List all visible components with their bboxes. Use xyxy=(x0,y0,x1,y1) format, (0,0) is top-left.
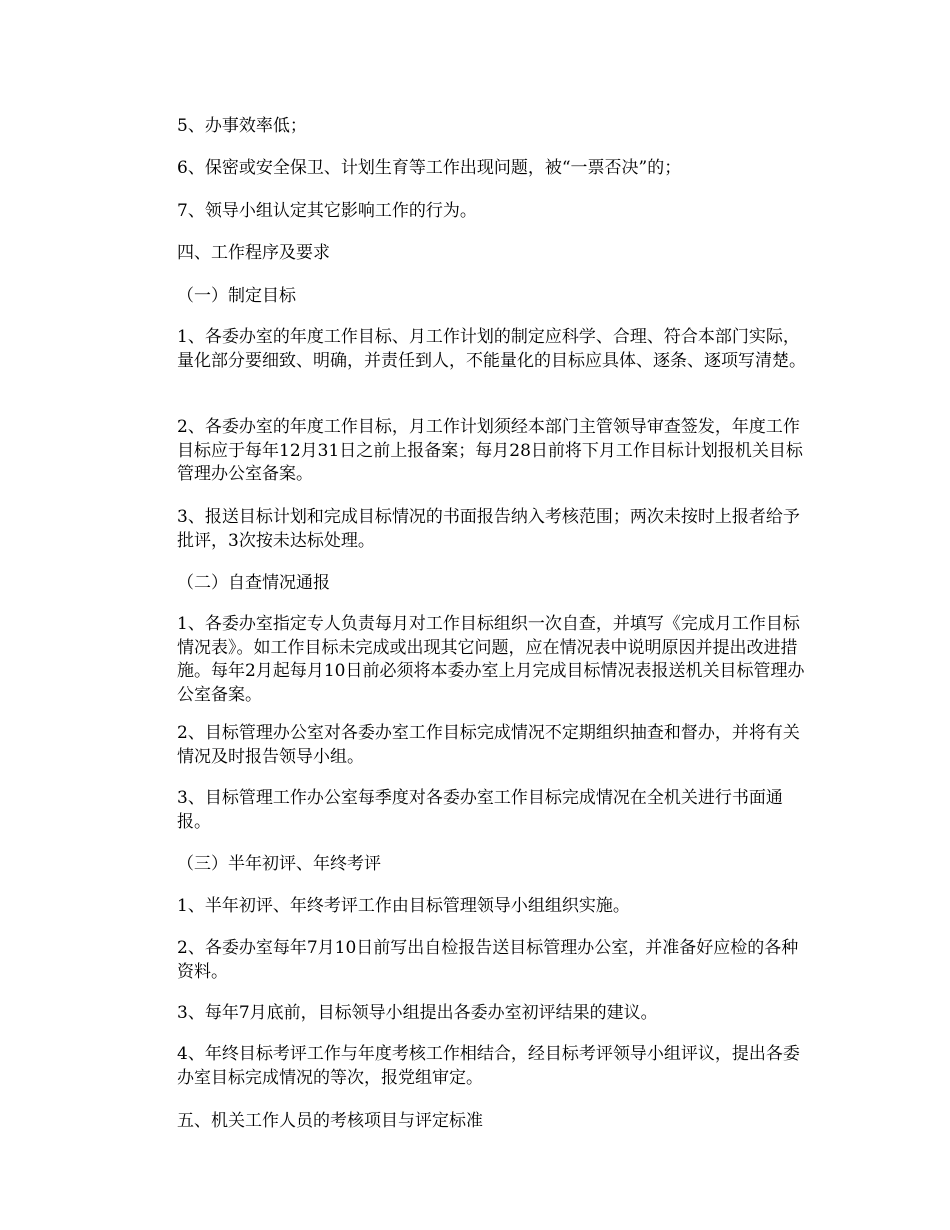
paragraph-selfcheck-2: 2、目标管理办公室对各委办室工作目标完成情况不定期组织抽查和督办，并将有关情况及时报告领导小组。 xyxy=(177,723,800,767)
paragraph-target-1: 1、各委办室的年度工作目标、月工作计划的制定应科学、合理、符合本部门实际，量化部分要细致、明确，并责任到人，不能量化的目标应具体、逐条、逐项写清楚。 xyxy=(177,327,806,371)
paragraph-target-2: 2、各委办室的年度工作目标，月工作计划须经本部门主管领导审查签发，年度工作目标应于每年12月31日之前上报备案；每月28日前将下月工作目标计划报机关目标管理办公室备案。 xyxy=(177,417,803,484)
paragraph-review-4: 4、年终目标考评工作与年度考核工作相结合，经目标考评领导小组评议，提出各委办室目标完成情况的等次，报党组审定。 xyxy=(177,1044,800,1088)
subsection-heading-3: （三）半年初评、年终考评 xyxy=(177,854,381,874)
paragraph-review-1: 1、半年初评、年终考评工作由目标管理领导小组组织实施。 xyxy=(177,896,630,916)
subsection-heading-2: （二）自查情况通报 xyxy=(177,573,330,593)
paragraph-review-2: 2、各委办室每年7月10日前写出自检报告送目标管理办公室，并准备好应检的各种资料。 xyxy=(177,938,799,982)
paragraph-selfcheck-3: 3、目标管理工作办公室每季度对各委办室工作目标完成情况在全机关进行书面通报。 xyxy=(177,788,783,832)
paragraph-item-7: 7、领导小组认定其它影响工作的行为。 xyxy=(177,201,477,221)
paragraph-target-3: 3、报送目标计划和完成目标情况的书面报告纳入考核范围；两次未按时上报者给予批评，3次按未达标处理。 xyxy=(177,507,800,551)
paragraph-selfcheck-1: 1、各委办室指定专人负责每月对工作目标组织一次自查，并填写《完成月工作目标情况表》。如工作目标未完成或出现其它问题，应在情况表中说明原因并提出改进措施。每年2月起每月10日前必须将本委办室上月完成目标情况表报送机关目标管理办公室备案。 xyxy=(177,614,805,705)
paragraph-review-3: 3、每年7月底前，目标领导小组提出各委办室初评结果的建议。 xyxy=(177,1003,658,1023)
subsection-heading-1: （一）制定目标 xyxy=(177,286,296,306)
paragraph-item-5: 5、办事效率低； xyxy=(177,116,307,136)
paragraph-item-6: 6、保密或安全保卫、计划生育等工作出现问题，被“一票否决”的； xyxy=(177,158,682,178)
section-heading-5: 五、机关工作人员的考核项目与评定标准 xyxy=(177,1111,483,1131)
section-heading-4: 四、工作程序及要求 xyxy=(177,243,330,263)
